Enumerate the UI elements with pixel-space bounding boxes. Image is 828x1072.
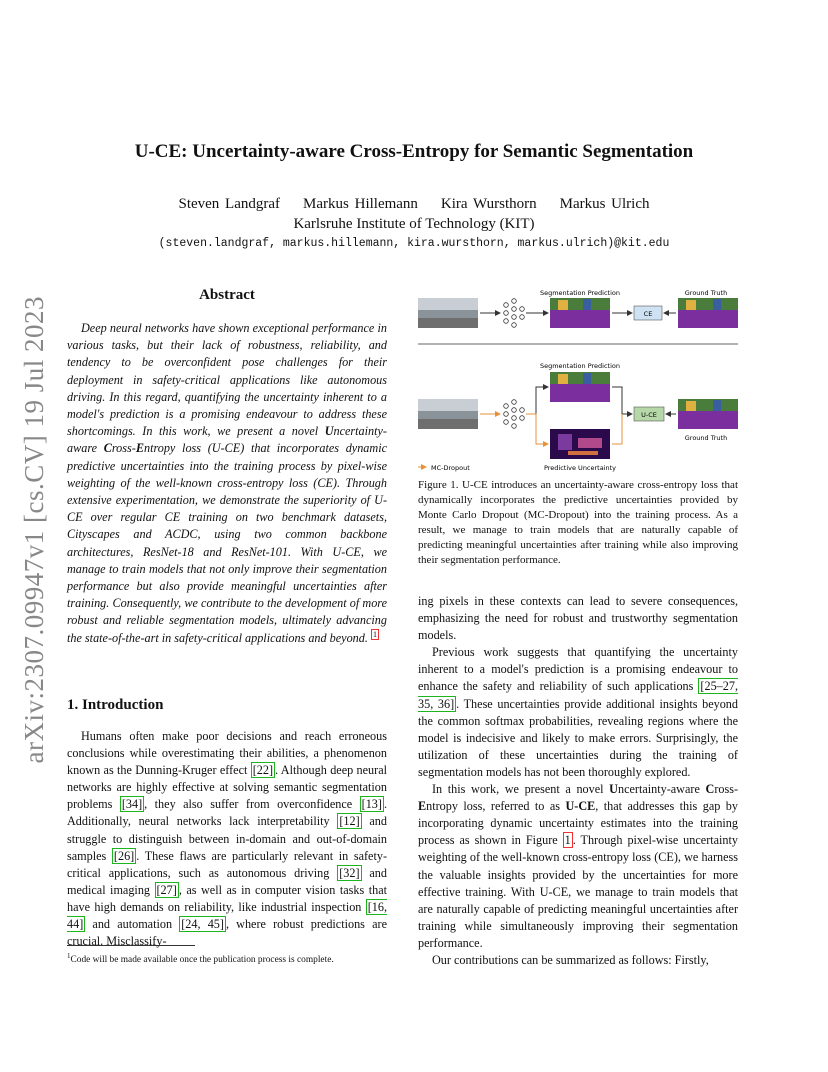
abstract-body: Deep neural networks have shown exceptional performance in various tasks, but their lack of robustness, reliability, and tendency to be overconfident pose challenges for their deployment in safety-critical applications like autonomous driving. In this regard, quantifying the uncertainty inherent to a model's prediction is a promising endeavour to address these shortcomings. In this work, we present a novel Uncertainty-aware Cross-Entropy loss (U-CE) that incorporates dynamic predictive uncertainties into the training process by pixel-wise weighting of the well-known cross-entropy loss (CE). Through extensive experimentation, we demonstrate the superiority of U-CE over regular CE training on two benchmark datasets, Cityscapes and ACDC, using two common backbone architectures, ResNet-18 and ResNet-101. With U-CE, we manage to train models that not only improve their segmentation performance but also provide meaningful uncertainties after training. Consequently, we contribute to the development of more robust and reliable segmentation models, ultimately advancing the state-of-the-art in safety-critical applications and beyond. $^1$ <box>67 321 387 645</box>
network-icon-top <box>504 299 525 328</box>
right-column-text <box>418 593 738 969</box>
footnote-rule <box>67 945 195 946</box>
paper-title: U-CE: Uncertainty-aware Cross-Entropy for Semantic Segmentation <box>134 141 694 162</box>
uce-label: U-CE <box>641 411 657 419</box>
seg-pred-label-top: Segmentation Prediction <box>539 289 621 297</box>
citation-link[interactable]: [13] <box>361 797 382 812</box>
ce-label: CE <box>643 310 653 318</box>
gt-label-top: Ground Truth <box>684 289 728 297</box>
network-icon-bottom <box>504 400 525 429</box>
citation-link[interactable]: [34] <box>121 797 143 812</box>
citation-link[interactable]: [24, 45] <box>181 917 224 932</box>
author-emails: (steven.landgraf, markus.hillemann, kira.wursthorn, markus.ulrich)@kit.edu <box>158 237 670 250</box>
ground-truth-image-top <box>678 298 738 328</box>
gt-label-bottom: Ground Truth <box>684 434 728 442</box>
ground-truth-image-bottom <box>678 399 738 429</box>
seg-pred-image-bottom <box>550 372 610 402</box>
introduction-paragraph: Humans often make poor decisions and reach erroneous conclusions while overestimating their abilities, a phenomenon known as the Dunning-Kruger effect [22] . Although deep neural networks are highly effective at solving semantic segmentation problems [34] , they also suffer from overconfidence [13] . Additionally, neural networks lack interpretability [12] and struggle to distinguish between in-domain and out-of-domain samples [26] . These flaws are particularly relevant in safety-critical applications, such as autonomous driving [32] and medical imaging [27] , as well as in computer vision tasks that have high demands on reliability, like industrial inspection [16, 44] and automation [24, 45] , where robust predictions are crucial. Misclassify- <box>67 729 388 949</box>
footnote: $^1$Code will be made available once the publication process is complete. <box>67 952 334 966</box>
uncertainty-label: Predictive Uncertainty <box>543 464 617 472</box>
input-image-top <box>418 298 478 328</box>
seg-pred-image-top <box>550 298 610 328</box>
arxiv-stamp: arXiv:2307.09947v1 [cs.CV] 19 Jul 2023 <box>18 296 49 764</box>
citation-link[interactable]: [16, 44] <box>67 899 387 932</box>
affiliation: Karlsruhe Institute of Technology (KIT) <box>293 216 535 232</box>
paragraph: Our contributions can be summarized as follows: Firstly, <box>432 952 709 967</box>
mc-dropout-label: MC-Dropout <box>431 464 470 472</box>
section-heading-introduction: 1. Introduction <box>67 697 164 713</box>
figure-1-diagram <box>418 286 738 474</box>
figure-1 <box>418 286 738 474</box>
figure-link[interactable]: 1 <box>564 833 571 848</box>
citation-link[interactable]: [27] <box>156 882 177 897</box>
citation-link[interactable]: [26] <box>113 848 135 863</box>
citation-link[interactable]: [32] <box>339 865 360 880</box>
paragraph: ing pixels in these contexts can lead to severe consequences, emphasizing the need for robust and trustworthy segmentation models. <box>418 594 738 643</box>
abstract-heading: Abstract <box>199 287 255 303</box>
figure-1-caption: Figure 1. U-CE introduces an uncertainty-aware cross-entropy loss that dynamically incorporates the predictive uncertainties provided by Monte Carlo Dropout (MC-Dropout) into the training process. As a result, we manage to train models that are naturally capable of predicting meaningful uncertainties after training while also improving their segmentation performance. <box>418 479 738 566</box>
uncertainty-image <box>550 429 610 459</box>
citation-link[interactable]: [22] <box>252 763 274 778</box>
paragraph: In this work, we present a novel Uncertainty-aware Cross-Entropy loss, referred to as U-CE, that addresses this gap by incorporating dynamic uncertainty estimates into the training process as shown in Figure 1 . Through pixel-wise uncertainty weighting of the well-known cross-entropy loss (CE), we harness the valuable insights provided by the uncertainties for more effective training. With U-CE, we manage to train models that are naturally capable of predicting meaningful uncertainties after training while simultaneously improving their segmentation performance. <box>418 782 739 950</box>
citation-link[interactable]: [12] <box>339 814 360 829</box>
author-list: Steven Landgraf Markus Hillemann Kira Wursthorn Markus Ulrich <box>178 196 650 212</box>
seg-pred-label-bottom: Segmentation Prediction <box>539 362 621 370</box>
input-image-bottom <box>418 399 478 429</box>
footnote-link[interactable]: 1 <box>372 629 377 639</box>
paragraph: Previous work suggests that quantifying the uncertainty inherent to a model's prediction is a promising endeavour to enhance the safety and reliability of such applications [25–27, 35, 36] . These uncertainties provide additional insights beyond the common softmax probabilities, revealing regions where the model is indecisive and likely to make errors. Surprisingly, the utilization of these uncertainties during the training of segmentation models has not been thoroughly explored. <box>418 645 738 779</box>
citation-link[interactable]: [25–27, 35, 36] <box>418 679 738 711</box>
